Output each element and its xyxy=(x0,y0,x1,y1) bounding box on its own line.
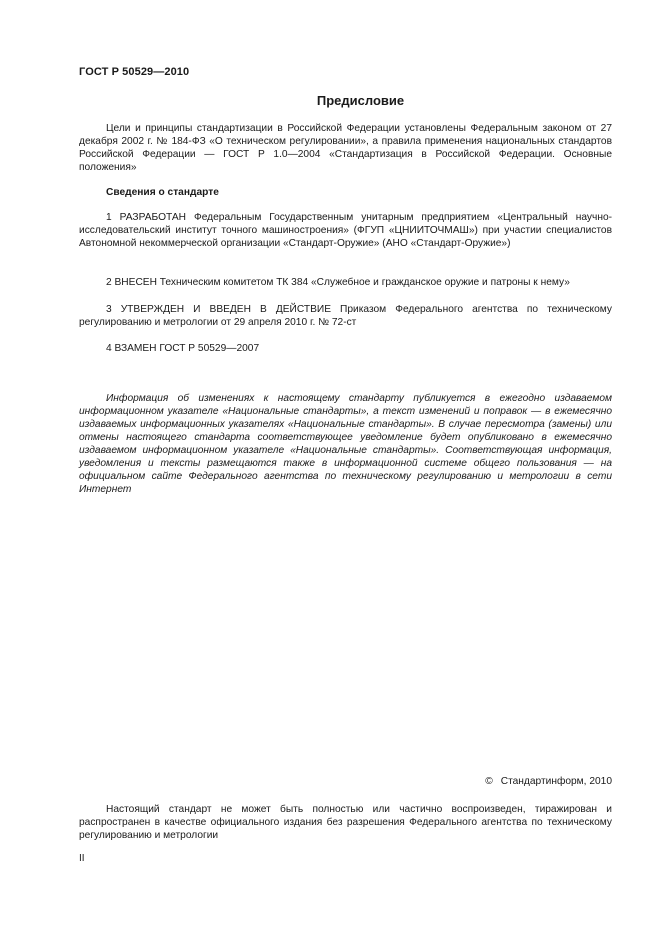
info-item-4: 4 ВЗАМЕН ГОСТ Р 50529—2007 xyxy=(106,343,260,354)
changes-notice: Информация об изменениях к настоящему стандарту публикуется в ежегодно издаваемом информационном указателе «Национальные стандарты», а текст изменений и поправок — в ежемесячно издаваемых информационных указателях «Национальные стандарты». В случае пересмотра (замены) или отмены настоящего стандарта соответствующее уведомление будет опубликовано в ежемесячно издаваемом информационном указателе «Национальные стандарты». Соответствующая информация, уведомления и тексты размещаются также в информационной системе общего пользования — на официальном сайте Федерального агентства по техническому регулированию и метрологии в сети Интернет xyxy=(79,393,612,495)
reproduction-notice: Настоящий стандарт не может быть полностью или частично воспроизведен, тиражирован и распространен в качестве официального издания без разрешения Федерального агентства по техническому регулированию и метрологии xyxy=(79,804,612,841)
intro-paragraph: Цели и принципы стандартизации в Российской Федерации установлены Федеральным законом от 27 декабря 2002 г. № 184-ФЗ «О техническом регулировании», а правила применения национальных стандартов Российской Федерации — ГОСТ Р 1.0—2004 «Стандартизация в Российской Федерации. Основные положения» xyxy=(79,123,612,173)
info-item-3: 3 УТВЕРЖДЕН И ВВЕДЕН В ДЕЙСТВИЕ Приказом Федерального агентства по техническому регулированию и метрологии от 29 апреля 2010 г. № 72-ст xyxy=(79,304,612,328)
page-number: II xyxy=(79,853,85,864)
page-title: Предисловие xyxy=(316,93,405,108)
info-heading: Сведения о стандарте xyxy=(106,187,219,198)
info-item-1: 1 РАЗРАБОТАН Федеральным Государственным унитарным предприятием «Центральный научно-исследовательский институт точного машиностроения» (ФГУП «ЦНИИТОЧМАШ») при участии специалистов Автономной некоммерческой организации «Стандарт-Оружие» (АНО «Стандарт-Оружие») xyxy=(79,212,612,249)
document-code-header: ГОСТ Р 50529—2010 xyxy=(79,66,190,78)
info-item-2: 2 ВНЕСЕН Техническим комитетом ТК 384 «Служебное и гражданское оружие и патроны к нему» xyxy=(106,277,570,288)
copyright-text: Стандартинформ, 2010 xyxy=(500,776,612,787)
copyright-symbol: © xyxy=(485,776,493,787)
copyright-line xyxy=(485,776,612,787)
